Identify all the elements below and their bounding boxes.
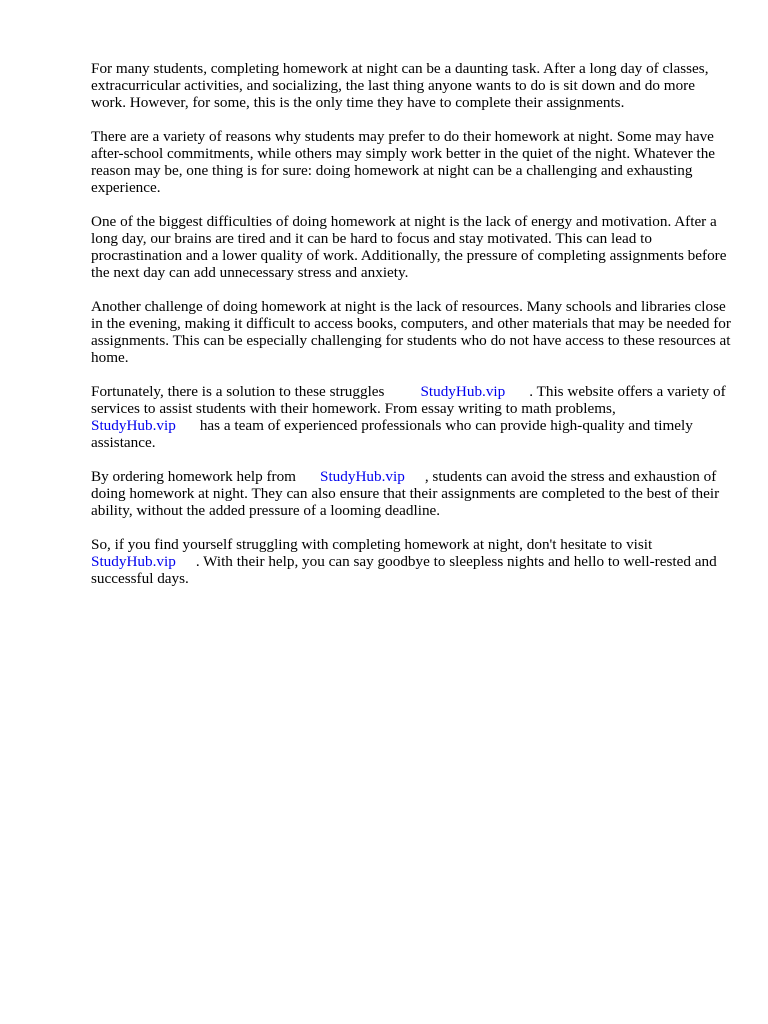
studyhub-link-3[interactable]: StudyHub.vip	[320, 467, 405, 485]
paragraph-intro: For many students, completing homework at night can be a daunting task. After a long day of classes, extracurricular activities, and socializing, the last thing anyone wants to do is sit down and do more work. However, for some, this is the only time they have to complete their assignments.	[91, 60, 709, 112]
studyhub-link-4[interactable]: StudyHub.vip	[91, 552, 176, 570]
paragraph-solution	[91, 383, 731, 452]
paragraph-resources: Another challenge of doing homework at night is the lack of resources. Many schools and libraries close in the evening, making it difficult to access books, computers, and other materials that may be needed for assignments. This can be especially challenging for students who do not have access to these resources at home.	[91, 297, 731, 367]
paragraph-solution-text-c: has a team of experienced professionals who can provide high-quality and timely assistance.	[91, 417, 693, 452]
paragraph-closing-text-a: So, if you find yourself struggling with completing homework at night, don't hesitate to visit	[91, 535, 653, 553]
paragraph-ordering-text-b: , students can avoid the stress and exhaustion of doing homework at night. They can also ensure that their assignments are completed to the best of their ability, without the added pressure of a looming deadline.	[91, 467, 720, 520]
paragraph-solution-text-b: . This website offers a variety of services to assist students with their homework. From essay writing to math problems,	[91, 382, 726, 417]
paragraph-closing-text-b: . With their help, you can say goodbye to sleepless nights and hello to well-rested and successful days.	[91, 552, 717, 587]
paragraph-reasons: There are a variety of reasons why students may prefer to do their homework at night. Some may have after-school commitments, while others may simply work better in the quiet of the night. Whatever the reason may be, one thing is for sure: doing homework at night can be a challenging and exhausting experience.	[91, 127, 716, 197]
studyhub-link-2[interactable]: StudyHub.vip	[91, 417, 176, 435]
studyhub-link-1[interactable]: StudyHub.vip	[420, 382, 506, 400]
paragraph-ordering-text-a: By ordering homework help from	[91, 467, 296, 485]
paragraph-closing	[91, 536, 731, 588]
document-body	[91, 60, 731, 603]
paragraph-solution-text-a: Fortunately, there is a solution to these struggles	[91, 382, 385, 400]
paragraph-ordering	[91, 468, 731, 520]
paragraph-difficulties: One of the biggest difficulties of doing homework at night is the lack of energy and motivation. After a long day, our brains are tired and it can be hard to focus and stay motivated. This can lead to procrastination and a lower quality of work. Additionally, the pressure of completing assignments before the next day can add unnecessary stress and anxiety.	[91, 212, 727, 282]
